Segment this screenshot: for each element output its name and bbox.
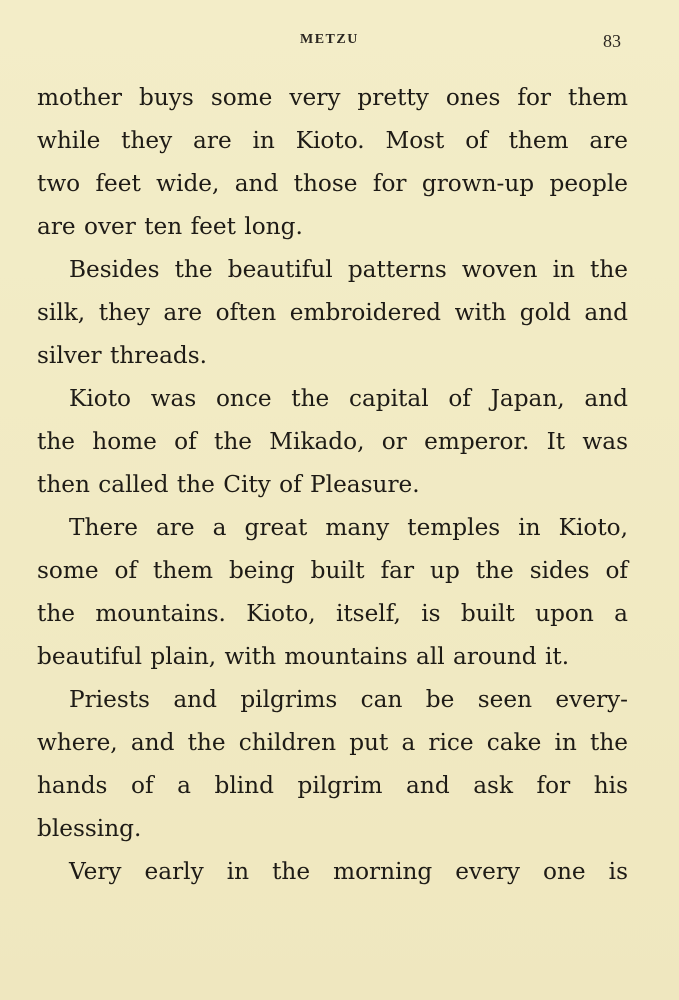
- text-line: then called the City of Pleasure.: [37, 471, 420, 498]
- text-line: Very early in the morning every one is: [69, 858, 628, 885]
- text-line: some of them being built far up the sides of: [37, 557, 628, 584]
- text-line: Priests and pilgrims can be seen every-: [69, 686, 628, 713]
- text-line: where, and the children put a rice cake in the: [37, 729, 628, 756]
- text-line: silver threads.: [37, 342, 208, 369]
- running-head: [0, 32, 679, 56]
- text-line: Kioto was once the capital of Japan, and: [69, 385, 628, 412]
- text-line: two feet wide, and those for grown-up people: [37, 170, 628, 197]
- text-line: are over ten feet long.: [37, 213, 303, 240]
- text-line: silk, they are often embroidered with gold and: [37, 299, 628, 326]
- text-line: the home of the Mikado, or emperor. It was: [37, 428, 628, 455]
- text-line: Besides the beautiful patterns woven in the: [69, 256, 628, 283]
- text-line: while they are in Kioto. Most of them are: [37, 127, 628, 154]
- body-text: [37, 76, 628, 893]
- text-line: mother buys some very pretty ones for them: [37, 84, 628, 111]
- text-line: blessing.: [37, 815, 142, 842]
- text-line: beautiful plain, with mountains all around it.: [37, 643, 570, 670]
- running-title: METZU: [300, 32, 359, 47]
- text-line: the mountains. Kioto, itself, is built upon a: [37, 600, 628, 627]
- text-line: There are a great many temples in Kioto,: [69, 514, 628, 541]
- text-line: hands of a blind pilgrim and ask for his: [37, 772, 628, 799]
- page-number: 83: [603, 31, 621, 51]
